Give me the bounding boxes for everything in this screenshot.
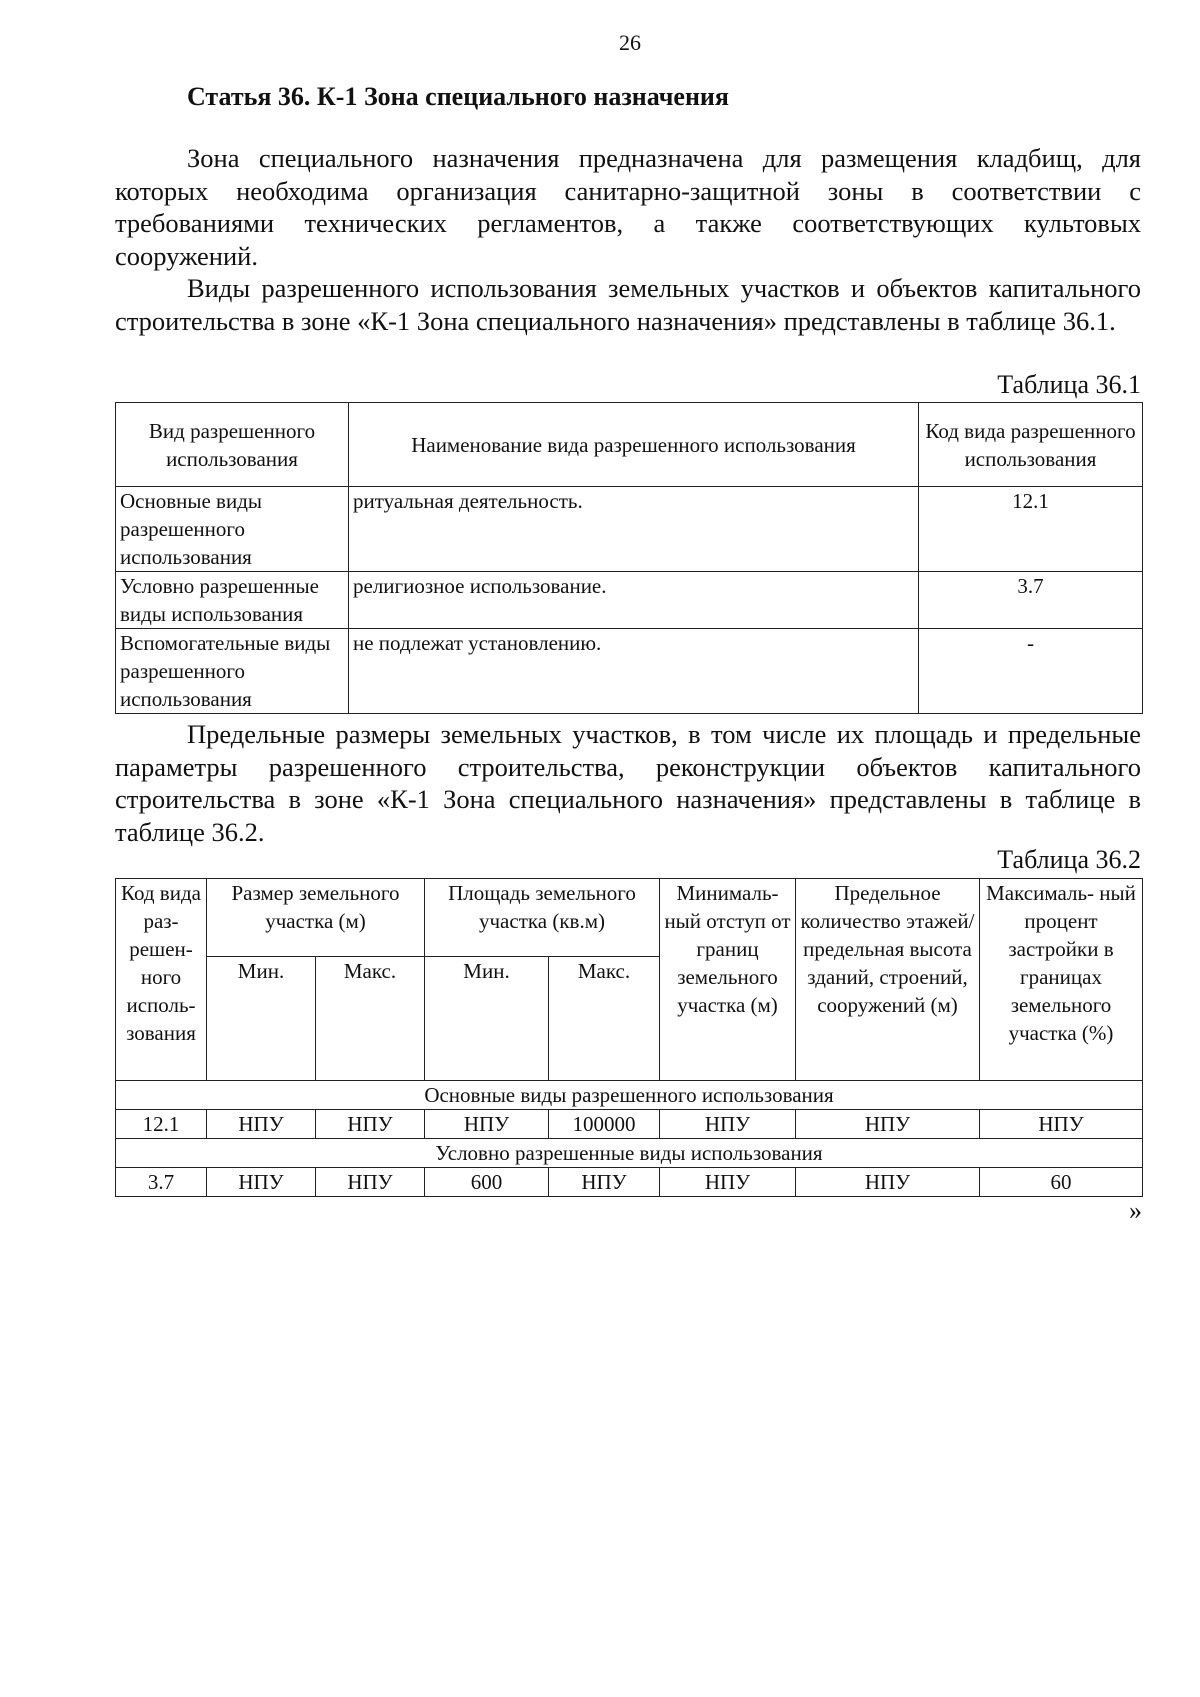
permitted-uses-table [115, 402, 1143, 714]
value-cell: НПУ [207, 1168, 316, 1197]
use-type-cell: Основные виды разрешенного использования [116, 487, 349, 572]
header-size-min: Мин. [207, 957, 316, 1081]
value-cell: 60 [980, 1168, 1143, 1197]
header-area-max: Макс. [549, 957, 660, 1081]
section-row [116, 1081, 1143, 1110]
value-cell: 600 [425, 1168, 549, 1197]
paragraph-permitted-uses: Виды разрешенного использования земельных участков и объектов капитального строительства в зоне «К-1 Зона специального назначения» представлены в таблице 36.1. [115, 273, 1141, 336]
paragraph-limits: Предельные размеры земельных участков, в том числе их площадь и предельные параметры разрешенного строительства, реконструкции объектов капитального строительства в зоне «К-1 Зона специального назначения» представлены в таблице в таблице 36.2. [115, 719, 1141, 847]
table-36-1-caption: Таблица 36.1 [997, 370, 1141, 399]
section-main-uses: Основные виды разрешенного использования [116, 1081, 1143, 1110]
value-cell: НПУ [980, 1110, 1143, 1139]
header-max-coverage: Максималь- ный процент застройки в границах земельного участка (%) [980, 879, 1143, 1081]
table-row [116, 572, 1143, 629]
value-cell: 100000 [549, 1110, 660, 1139]
value-cell: НПУ [660, 1168, 796, 1197]
paragraph-zone-purpose: Зона специального назначения предназначена для размещения кладбищ, для которых необходима организация санитарно-защитной зоны в соответствии с требованиями технических регламентов, а также соответствующих культовых сооружений. [115, 143, 1141, 271]
header-area-min: Мин. [425, 957, 549, 1081]
value-cell: 3.7 [116, 1168, 207, 1197]
header-use-type: Вид разрешенного использования [116, 403, 349, 487]
table-row [116, 1168, 1143, 1197]
header-size-max: Макс. [316, 957, 425, 1081]
header-use-name: Наименование вида разрешенного использования [349, 403, 919, 487]
value-cell: 12.1 [116, 1110, 207, 1139]
table-header-row [116, 879, 1143, 957]
value-cell: НПУ [207, 1110, 316, 1139]
page-number: 26 [619, 30, 641, 55]
use-code-cell: - [919, 629, 1143, 714]
use-type-cell: Условно разрешенные виды использования [116, 572, 349, 629]
value-cell: НПУ [316, 1110, 425, 1139]
header-min-setback: Минималь- ный отступ от границ земельного участка (м) [660, 879, 796, 1081]
header-plot-area: Площадь земельного участка (кв.м) [425, 879, 660, 957]
use-code-cell: 3.7 [919, 572, 1143, 629]
header-max-floors: Предельное количество этажей/ предельная высота зданий, строений, сооружений (м) [796, 879, 980, 1081]
use-name-cell: религиозное использование. [349, 572, 919, 629]
table-header-row [116, 403, 1143, 487]
closing-quote: » [1129, 1196, 1142, 1225]
table-row [116, 1110, 1143, 1139]
header-plot-size: Размер земельного участка (м) [207, 879, 425, 957]
use-name-cell: не подлежат установлению. [349, 629, 919, 714]
section-conditional-uses: Условно разрешенные виды использования [116, 1139, 1143, 1168]
header-code: Код вида раз- решен- ного исполь- зования [116, 879, 207, 1081]
use-code-cell: 12.1 [919, 487, 1143, 572]
value-cell: НПУ [549, 1168, 660, 1197]
use-name-cell: ритуальная деятельность. [349, 487, 919, 572]
table-row [116, 629, 1143, 714]
article-heading: Статья 36. К-1 Зона специального назначения [187, 82, 729, 111]
value-cell: НПУ [796, 1110, 980, 1139]
table-row [116, 487, 1143, 572]
value-cell: НПУ [425, 1110, 549, 1139]
header-use-code: Код вида разрешенного использования [919, 403, 1143, 487]
parameters-table [115, 878, 1143, 1197]
section-row [116, 1139, 1143, 1168]
table-36-2-caption: Таблица 36.2 [997, 845, 1141, 874]
value-cell: НПУ [660, 1110, 796, 1139]
value-cell: НПУ [796, 1168, 980, 1197]
value-cell: НПУ [316, 1168, 425, 1197]
use-type-cell: Вспомогательные виды разрешенного использования [116, 629, 349, 714]
